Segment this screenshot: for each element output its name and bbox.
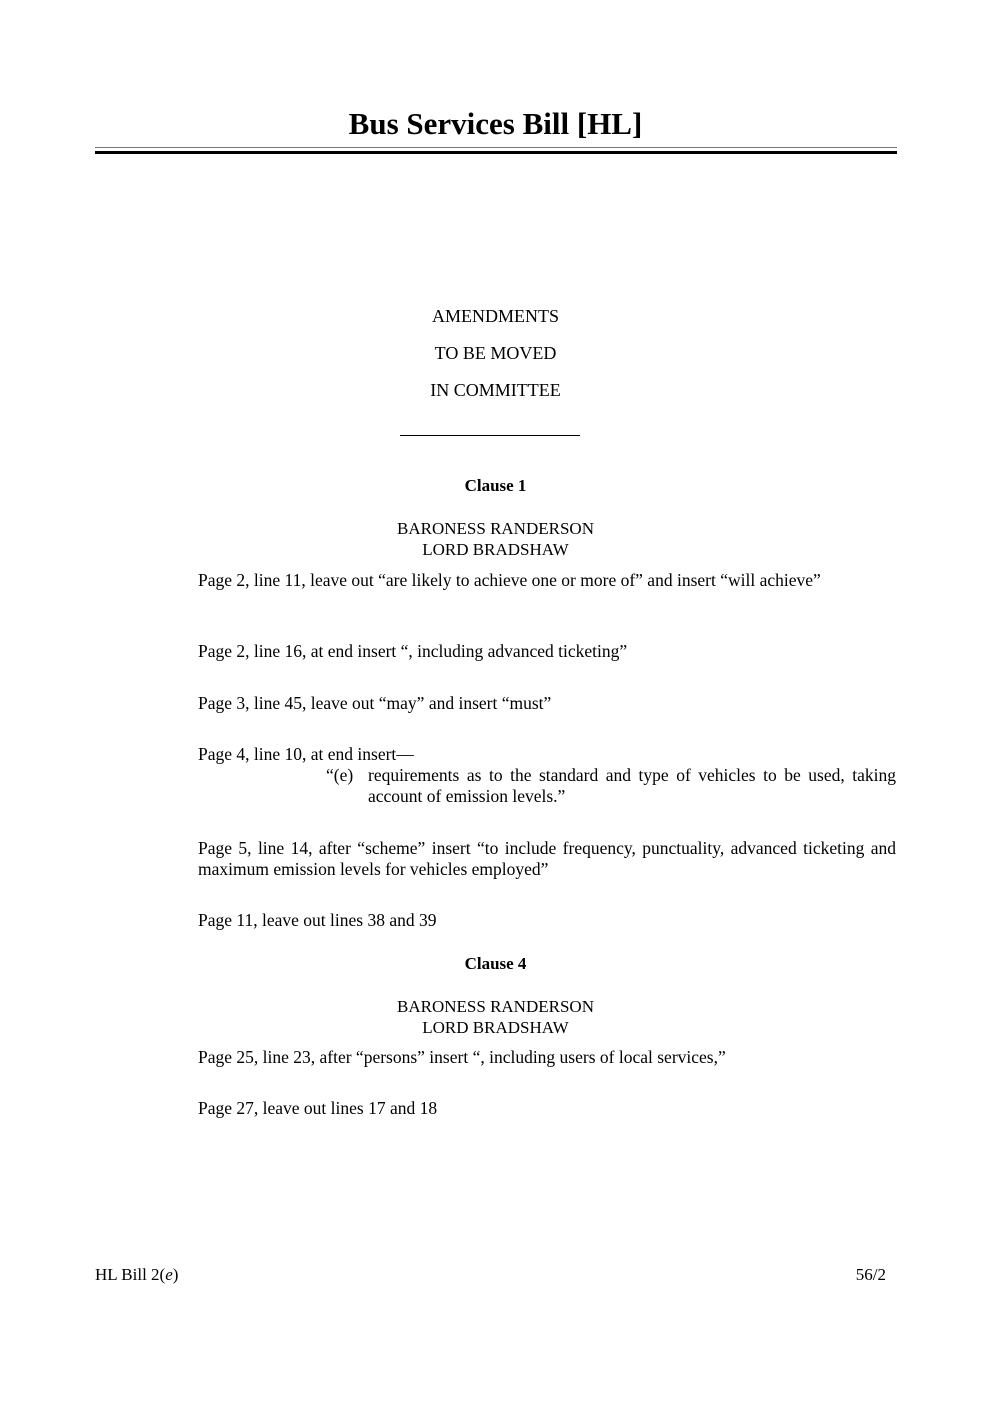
inserted-paragraph — [326, 765, 896, 807]
title-rule-thick — [95, 151, 897, 154]
heading-amendments: AMENDMENTS — [431, 306, 559, 326]
page-reference: 56/2 — [855, 1265, 886, 1284]
amendment: Page 2, line 16, at end insert “, including advanced ticketing” — [198, 641, 628, 661]
amendment: Page 2, line 11, leave out “are likely to achieve one or more of” and insert “will achieve” — [198, 570, 821, 590]
bill-number-prefix: HL Bill 2( — [95, 1265, 166, 1284]
bill-number-letter: e — [165, 1265, 173, 1284]
amendment: Page 5, line 14, after “scheme” insert “to include frequency, punctuality, advanced ticketing and maximum emission levels for vehicles employed” — [198, 838, 896, 879]
amendment: Page 25, line 23, after “persons” insert “, including users of local services,” — [198, 1047, 726, 1067]
bill-title: Bus Services Bill [HL] — [348, 106, 643, 141]
amendment: Page 11, leave out lines 38 and 39 — [198, 910, 437, 930]
sponsor-name: BARONESS RANDERSON — [397, 997, 594, 1016]
heading-to-be-moved: TO BE MOVED — [434, 343, 557, 363]
title-rule-thin — [95, 147, 897, 148]
sponsor-name: BARONESS RANDERSON — [397, 519, 594, 538]
paragraph-label: “(e) — [326, 765, 354, 785]
section-divider — [400, 435, 580, 436]
paragraph-text: requirements as to the standard and type of vehicles to be used, taking account of emission levels.” — [368, 765, 896, 806]
sponsor-name: LORD BRADSHAW — [422, 540, 569, 559]
bill-number-suffix: ) — [172, 1265, 179, 1284]
heading-in-committee: IN COMMITTEE — [430, 380, 561, 400]
amendment: Page 3, line 45, leave out “may” and insert “must” — [198, 693, 552, 713]
amendment: Page 4, line 10, at end insert— — [198, 744, 414, 764]
sponsor-name: LORD BRADSHAW — [422, 1018, 569, 1037]
clause-heading: Clause 1 — [464, 476, 527, 495]
bill-number — [95, 1265, 178, 1285]
amendment: Page 27, leave out lines 17 and 18 — [198, 1098, 438, 1118]
clause-heading: Clause 4 — [464, 954, 527, 973]
